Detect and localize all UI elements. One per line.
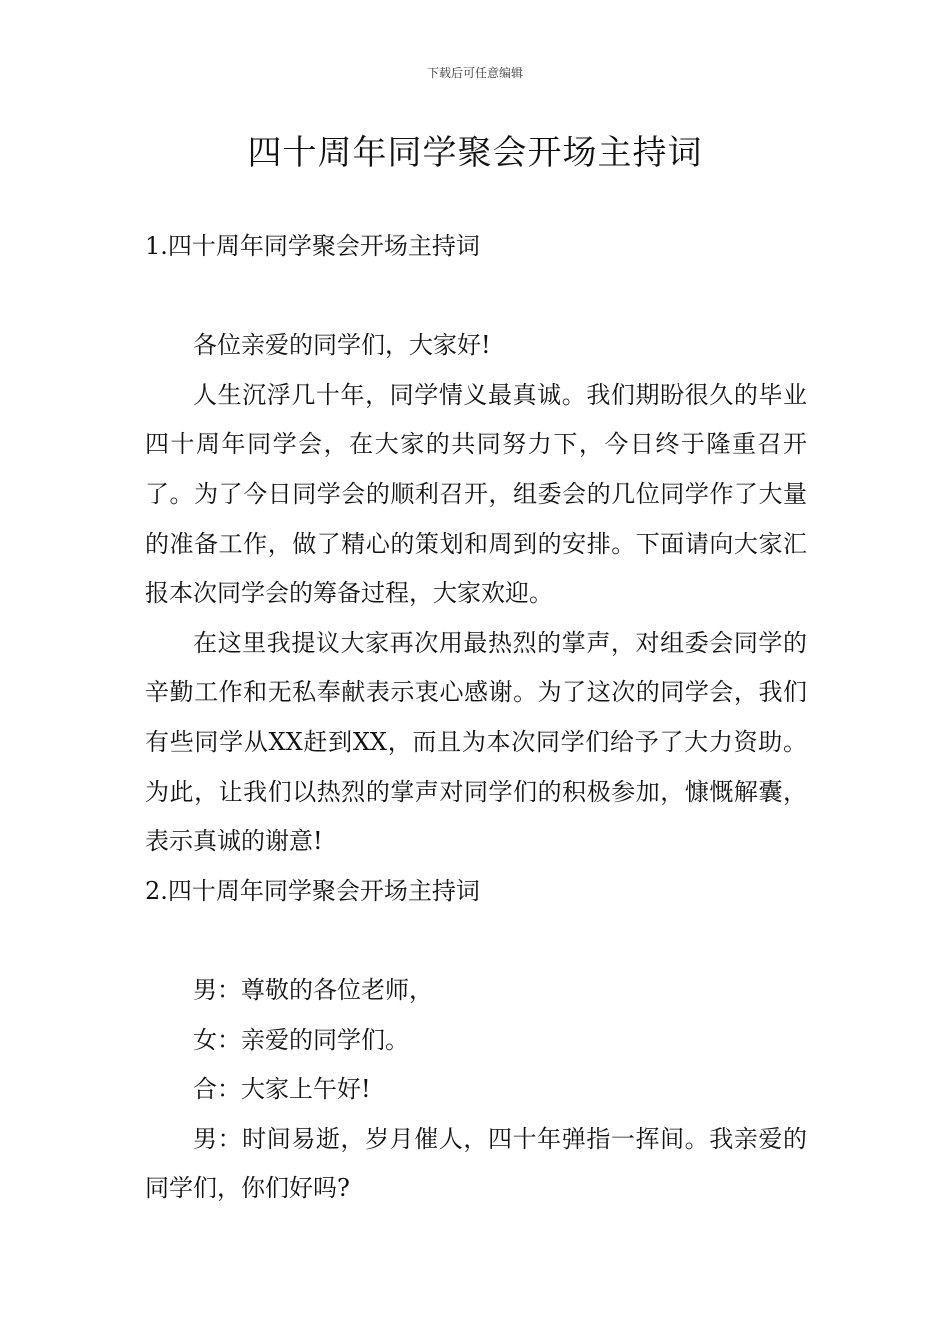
paragraph: 男：时间易逝，岁月催人，四十年弹指一挥间。我亲爱的同学们，你们好吗? (145, 1124, 807, 1203)
section-heading: 1.四十周年同学聚会开场主持词 (145, 232, 480, 260)
paragraph: 在这里我提议大家再次用最热烈的掌声，对组委会同学的辛勤工作和无私奉献表示衷心感谢。为了这次的同学会，我们有些同学从XX赶到XX，而且为本次同学们给予了大力资助。为此，让我们以热烈的掌声对同学们的积极参加，慷慨解囊，表示真诚的谢意! (145, 628, 807, 856)
paragraph: 女：亲爱的同学们。 (193, 1025, 409, 1054)
paragraph: 合：大家上午好! (193, 1075, 371, 1104)
section-1 (145, 222, 807, 867)
blank-line (145, 916, 807, 966)
document-title: 四十周年同学聚会开场主持词 (247, 133, 703, 173)
section-heading: 2.四十周年同学聚会开场主持词 (145, 876, 480, 905)
paragraph: 人生沉浮几十年，同学情义最真诚。我们期盼很久的毕业四十周年同学会，在大家的共同努力下，今日终于隆重召开了。为了今日同学会的顺利召开，组委会的几位同学作了大量的准备工作，做了精心的策划和周到的安排。下面请向大家汇报本次同学会的筹备过程，大家欢迎。 (145, 380, 807, 608)
document-body (145, 222, 807, 1214)
section-2 (145, 867, 807, 1214)
header-note: 下载后可任意编辑 (426, 66, 523, 80)
paragraph: 男：尊敬的各位老师， (193, 975, 433, 1004)
blank-line (145, 272, 807, 322)
paragraph: 各位亲爱的同学们，大家好! (193, 331, 491, 360)
